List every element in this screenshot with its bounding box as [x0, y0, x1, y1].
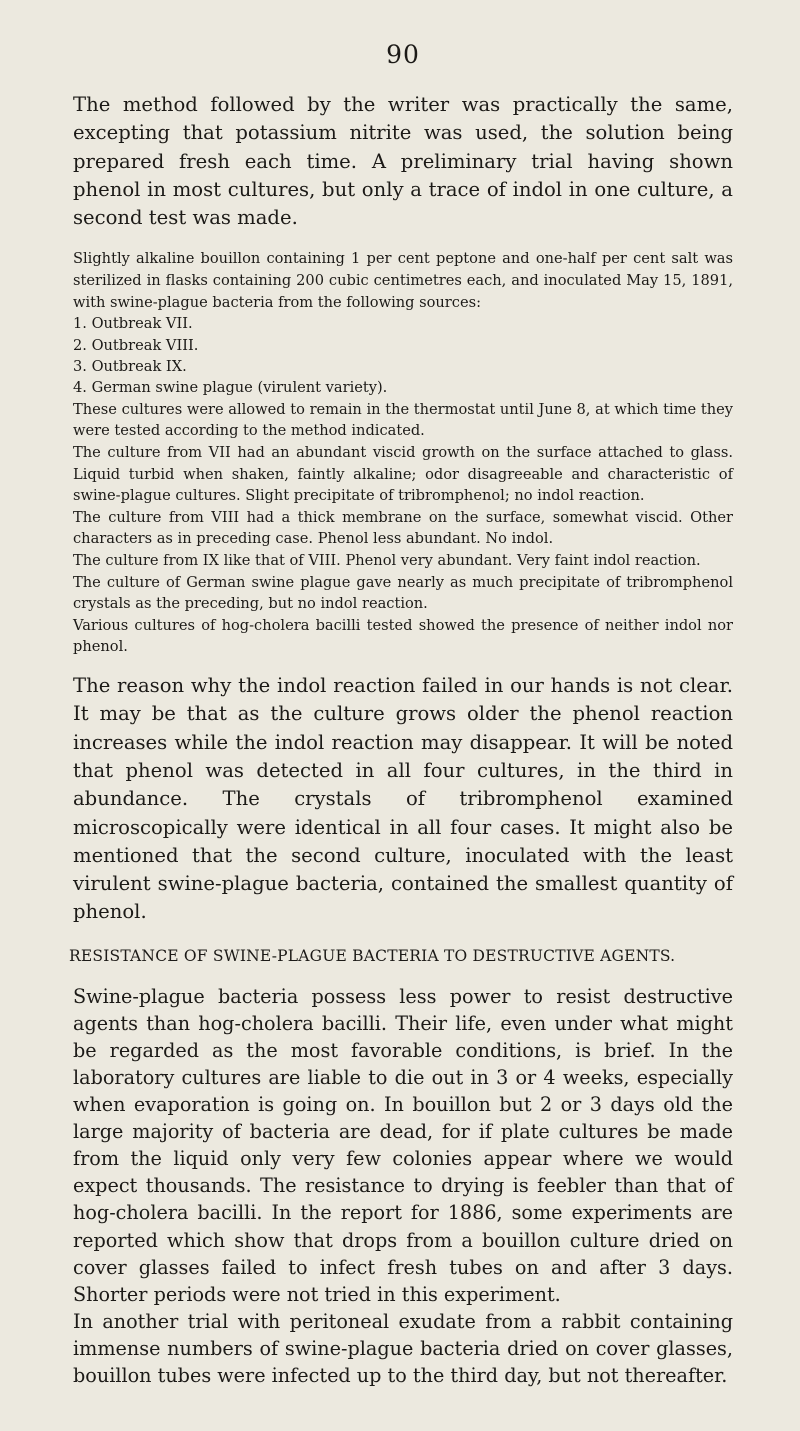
list-item: 3. Outbreak IX.: [73, 358, 187, 376]
section-paragraph: In another trial with peritoneal exudate from a rabbit containing immense numbers of swine-plague bacteria dried on cover glasses, bouillon tubes were infected up to the third day, but not thereafter.: [73, 1309, 733, 1387]
observation-paragraph: Various cultures of hog-cholera bacilli tested showed the presence of neither indol nor phenol.: [73, 616, 733, 656]
observation-paragraph: These cultures were allowed to remain in the thermostat until June 8, at which time they were tested according to the method indicated.: [73, 400, 733, 440]
document-page: [69, 0, 733, 1389]
observation-paragraph: The culture from IX like that of VIII. Phenol very abundant. Very faint indol reaction.: [73, 552, 701, 570]
section-heading: RESISTANCE OF SWINE-PLAGUE BACTERIA TO DESTRUCTIVE AGENTS.: [69, 946, 676, 965]
observation-paragraph: The culture from VIII had a thick membrane on the surface, somewhat viscid. Other characters as in preceding case. Phenol less abundant. No indol.: [73, 508, 733, 548]
page-number: 90: [386, 40, 420, 69]
list-item: 4. German swine plague (virulent variety).: [73, 379, 388, 397]
discussion-paragraph: The reason why the indol reaction failed in our hands is not clear. It may be that as the culture grows older the phenol reaction increases while the indol reaction may disappear. It will be noted that phenol was detected in all four cultures, in the third in abundance. The crystals of tribromphenol examined microscopically were identical in all four cases. It might also be mentioned that the second culture, inoculated with the least virulent swine-plague bacteria, contained the smallest quantity of phenol.: [73, 674, 733, 924]
observation-paragraph: The culture from VII had an abundant viscid growth on the surface attached to glass. Liquid turbid when shaken, faintly alkaline; odor disagreeable and characteristic of swine-plague cultures. Slight precipitate of tribromphenol; no indol reaction.: [73, 444, 733, 505]
experiment-setup: Slightly alkaline bouillon containing 1 per cent peptone and one-half per cent salt was sterilized in flasks containing 200 cubic centimetres each, and inoculated May 15, 1891, with swine-plague bacteria from the following sources:: [73, 250, 733, 311]
list-item: 1. Outbreak VII.: [73, 315, 193, 333]
intro-paragraph: The method followed by the writer was practically the same, excepting that potassium nitrite was used, the solution being prepared fresh each time. A preliminary trial having shown phenol in most cultures, but only a trace of indol in one culture, a second test was made.: [73, 93, 733, 230]
section-paragraph: Swine-plague bacteria possess less power to resist destructive agents than hog-cholera bacilli. Their life, even under what might be regarded as the most favorable conditions, is brief. In the laboratory cultures are liable to die out in 3 or 4 weeks, especially when evaporation is going on. In bouillon but 2 or 3 days old the large majority of bacteria are dead, for if plate cultures be made from the liquid only very few colonies appear where we would expect thousands. The resistance to drying is feebler than that of hog-cholera bacilli. In the report for 1886, some experiments are reported which show that drops from a bouillon culture dried on cover glasses failed to infect fresh tubes on and after 3 days. Shorter periods were not tried in this experiment.: [73, 984, 733, 1306]
sources-list: [73, 313, 733, 399]
observation-paragraph: The culture of German swine plague gave nearly as much precipitate of tribromphenol crystals as the preceding, but no indol reaction.: [73, 573, 733, 613]
list-item: 2. Outbreak VIII.: [73, 336, 199, 354]
section-body: [73, 983, 733, 1389]
experiment-block: [73, 248, 733, 658]
